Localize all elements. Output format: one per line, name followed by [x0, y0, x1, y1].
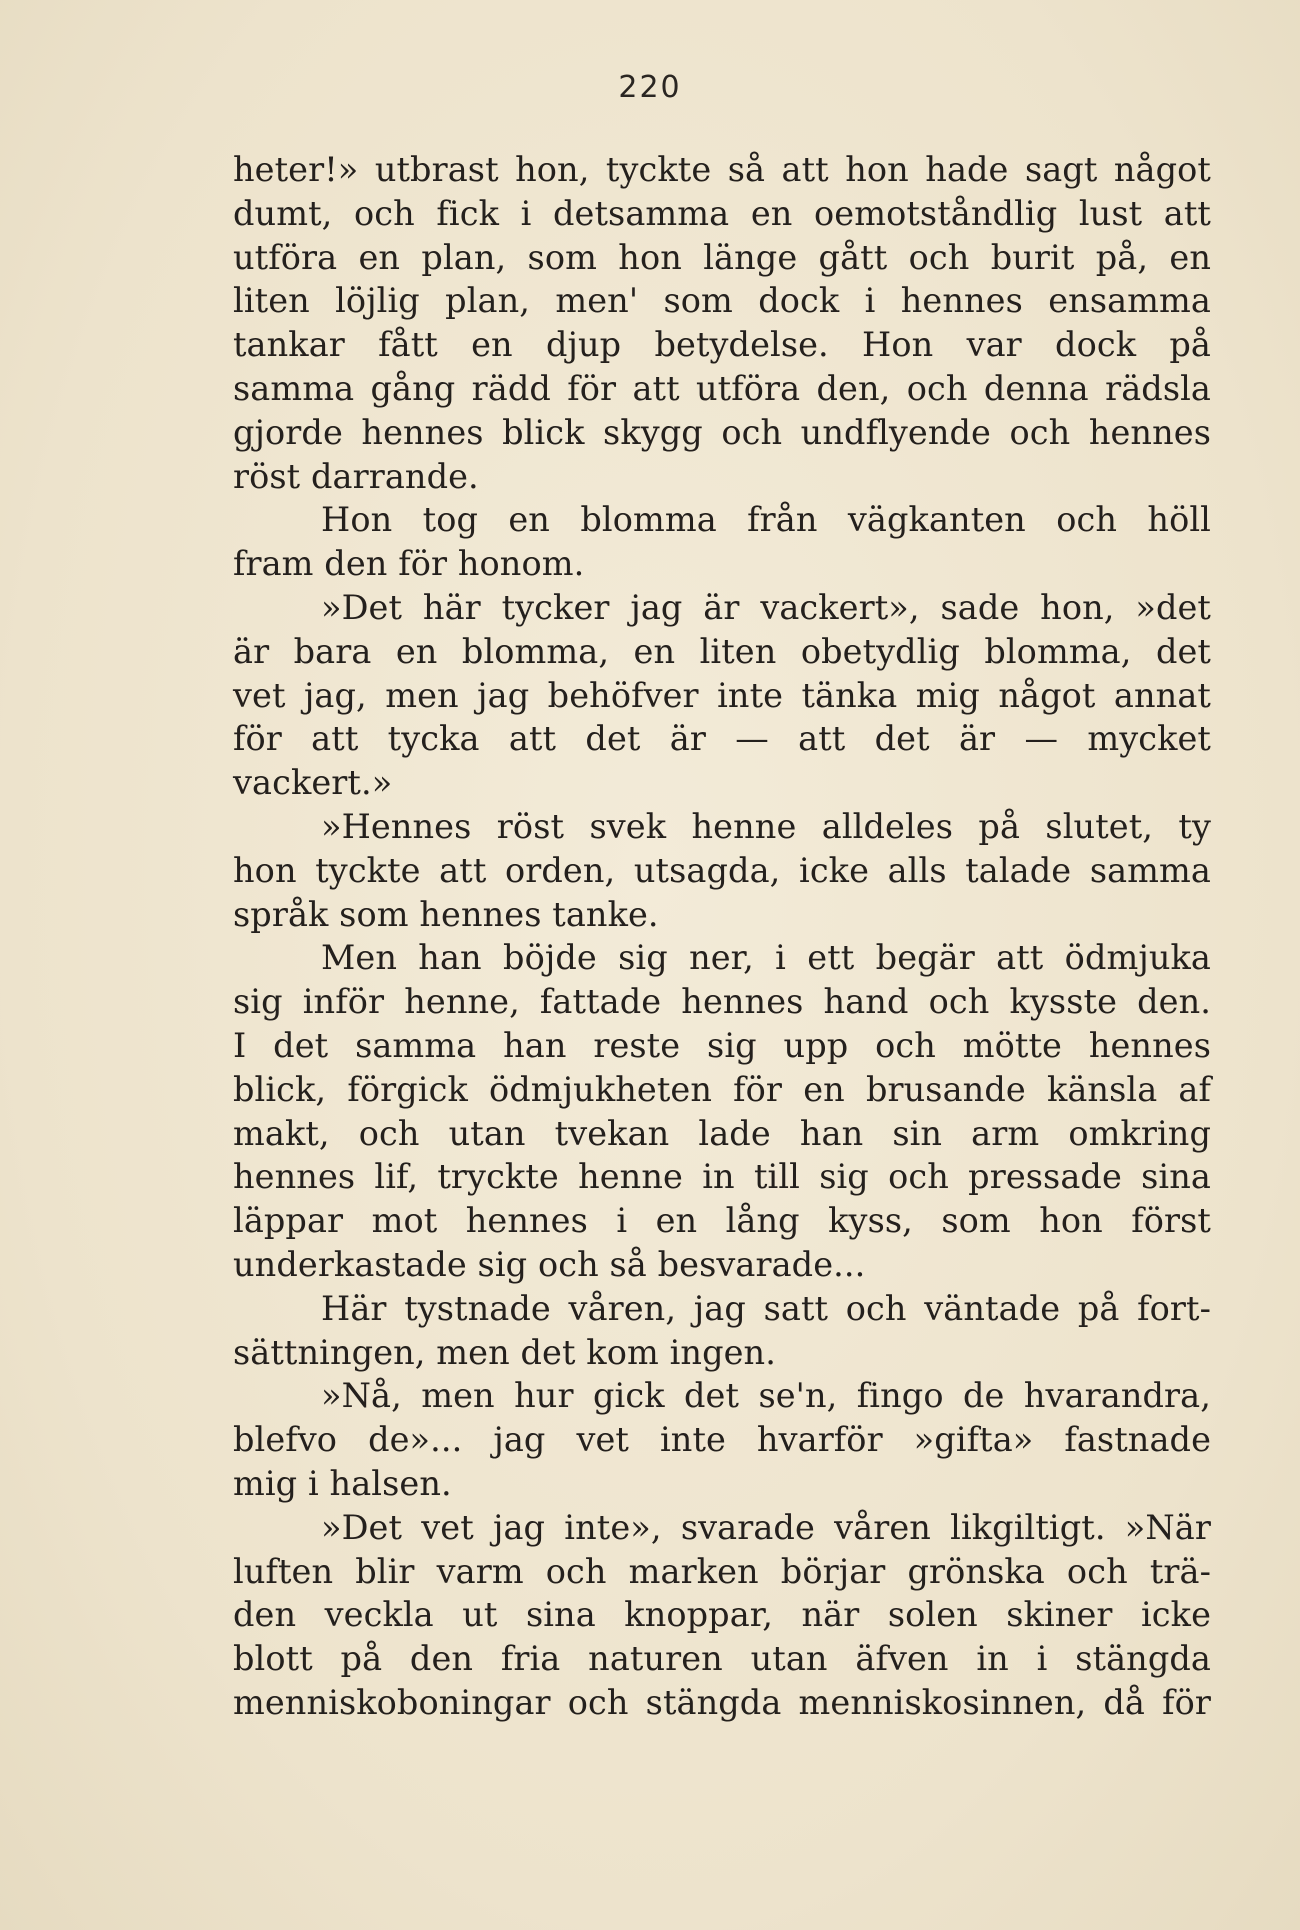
text-line: »Det här tycker jag är vackert», sade hon, »det	[321, 587, 1211, 627]
text-line: för att tycka att det är — att det är — mycket	[233, 719, 1211, 759]
text-line: »Nå, men hur gick det se'n, fingo de hvarandra,	[321, 1376, 1211, 1416]
text-line: liten löjlig plan, men' som dock i hennes ensamma	[233, 281, 1211, 321]
text-line: Här tystnade våren, jag satt och väntade på fort-	[321, 1288, 1211, 1328]
text-line: blick, förgick ödmjukheten för en brusande känsla af	[233, 1069, 1211, 1109]
text-line: läppar mot hennes i en lång kyss, som hon först	[233, 1201, 1211, 1241]
text-line: vet jag, men jag behöfver inte tänka mig något annat	[233, 675, 1211, 715]
text-line: gjorde hennes blick skygg och undflyende och hennes	[233, 412, 1211, 452]
text-line: heter!» utbrast hon, tyckte så att hon hade sagt något	[233, 150, 1211, 189]
text-line: den veckla ut sina knoppar, när solen skiner icke	[233, 1595, 1211, 1635]
text-line: mig i halsen.	[233, 1463, 452, 1503]
text-line: »Hennes röst svek henne alldeles på slutet, ty	[321, 806, 1211, 846]
text-line: »Det vet jag inte», svarade våren likgiltigt. »När	[321, 1507, 1211, 1547]
text-line: vackert.»	[233, 763, 393, 803]
text-line: samma gång rädd för att utföra den, och denna rädsla	[233, 368, 1211, 408]
text-line: sig inför henne, fattade hennes hand och kysste den.	[233, 982, 1211, 1022]
text-line: underkastade sig och så besvarade...	[233, 1244, 866, 1284]
text-line: makt, och utan tvekan lade han sin arm omkring	[233, 1113, 1211, 1153]
text-line: språk som hennes tanke.	[233, 894, 659, 934]
text-line: fram den för honom.	[233, 544, 585, 584]
text-line: Hon tog en blomma från vägkanten och höll	[321, 500, 1211, 540]
text-line: utföra en plan, som hon länge gått och burit på, en	[233, 237, 1211, 277]
text-line: dumt, och fick i detsamma en oemotståndlig lust att	[233, 193, 1211, 233]
page-number: 220	[618, 70, 682, 105]
text-line: blott på den fria naturen utan äfven in i stängda	[233, 1639, 1211, 1679]
text-line: hennes lif, tryckte henne in till sig och pressade sina	[233, 1157, 1211, 1197]
text-line: sättningen, men det kom ingen.	[233, 1332, 776, 1372]
text-line: är bara en blomma, en liten obetydlig blomma, det	[233, 631, 1211, 671]
body-text	[233, 148, 1211, 1725]
text-line: röst darrande.	[233, 456, 479, 496]
text-line: I det samma han reste sig upp och mötte hennes	[233, 1025, 1211, 1065]
text-line: blefvo de»... jag vet inte hvarför »gifta» fastnade	[233, 1420, 1211, 1460]
text-line: hon tyckte att orden, utsagda, icke alls talade samma	[233, 850, 1211, 890]
text-line: luften blir varm och marken börjar grönska och trä-	[233, 1551, 1211, 1591]
text-line: menniskoboningar och stängda menniskosinnen, då för	[233, 1682, 1211, 1722]
text-line: Men han böjde sig ner, i ett begär att ödmjuka	[321, 938, 1211, 978]
text-line: tankar fått en djup betydelse. Hon var dock på	[233, 325, 1211, 365]
